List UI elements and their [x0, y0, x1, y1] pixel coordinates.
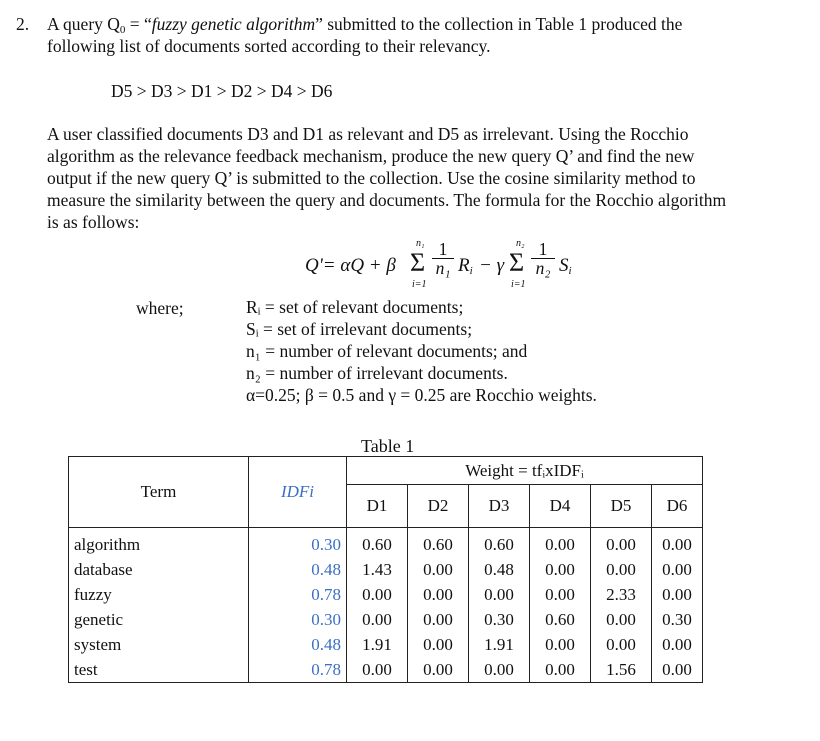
fraction-1-num: 1	[438, 239, 448, 259]
para-line: output if the new query Q’ is submitted to the collection. Use the cosine similarity method to	[47, 168, 696, 188]
term-cell: algorithm	[69, 528, 249, 558]
weight-cell: 0.00	[408, 607, 469, 632]
definition-line: n₂ = number of irrelevant documents.	[246, 363, 508, 383]
weight-cell: 0.00	[652, 657, 703, 683]
sigma1-lower: i=1	[412, 279, 427, 290]
where-label: where;	[136, 298, 184, 318]
weight-cell: 0.00	[591, 632, 652, 657]
question-number: 2.	[16, 14, 30, 34]
weight-cell: 0.00	[408, 632, 469, 657]
weight-cell: 1.91	[469, 632, 530, 657]
weight-cell: 0.00	[347, 582, 408, 607]
sigma2-upper: n₂	[516, 238, 525, 249]
weight-cell: 0.30	[652, 607, 703, 632]
s-term	[559, 255, 572, 277]
table-row	[69, 557, 703, 582]
doc-header-d1: D1	[347, 485, 408, 528]
paragraph-2	[47, 123, 807, 233]
doc-header-d2: D2	[408, 485, 469, 528]
question-intro	[47, 14, 682, 36]
term-cell: test	[69, 657, 249, 683]
weights-table	[68, 456, 703, 683]
weight-cell: 0.00	[469, 657, 530, 683]
weight-cell: 0.60	[408, 528, 469, 558]
weight-cell: 1.91	[347, 632, 408, 657]
weight-cell: 0.48	[469, 557, 530, 582]
weight-cell: 0.60	[347, 528, 408, 558]
fraction-2	[531, 240, 555, 277]
doc-header-d5: D5	[591, 485, 652, 528]
weight-cell: 0.00	[652, 632, 703, 657]
table-row	[69, 607, 703, 632]
table-caption: Table 1	[361, 436, 415, 456]
fraction-2-den: n₂	[531, 258, 555, 277]
ranking-line: D5 > D3 > D1 > D2 > D4 > D6	[111, 81, 333, 101]
weight-cell: 0.00	[591, 528, 652, 558]
table-row	[69, 657, 703, 683]
weight-cell: 0.00	[530, 632, 591, 657]
weight-cell: 2.33	[591, 582, 652, 607]
weight-cell: 0.00	[347, 607, 408, 632]
fraction-1-den: n₁	[432, 258, 454, 277]
r-subscript: i	[469, 265, 473, 277]
intro-text-a: A query Q	[47, 14, 120, 34]
weight-cell: 0.00	[530, 657, 591, 683]
para-line: A user classified documents D3 and D1 as relevant and D5 as irrelevant. Using the Rocchio	[47, 124, 689, 144]
weight-header: Weight = tfᵢxIDFᵢ	[347, 457, 703, 485]
formula-lhs: Q'= αQ + β	[305, 255, 396, 276]
definition-line: n₁ = number of relevant documents; and	[246, 341, 528, 361]
weight-cell: 0.00	[347, 657, 408, 683]
table-row	[69, 632, 703, 657]
idf-cell: 0.48	[249, 632, 347, 657]
formula-minus-gamma: − γ	[479, 255, 505, 276]
definition-line: α=0.25; β = 0.5 and γ = 0.25 are Rocchio weights.	[246, 385, 597, 405]
weight-cell: 0.00	[652, 582, 703, 607]
weight-cell: 0.00	[408, 657, 469, 683]
weight-cell: 0.00	[652, 528, 703, 558]
intro-text-c: ” submitted to the collection in Table 1 produced the	[315, 14, 683, 34]
weight-cell: 1.56	[591, 657, 652, 683]
sigma2: Σ	[509, 248, 525, 277]
para-line: is as follows:	[47, 212, 140, 232]
s-subscript: i	[568, 265, 572, 277]
weight-cell: 0.00	[591, 607, 652, 632]
fraction-1	[432, 240, 454, 277]
sigma1-upper: n₁	[416, 238, 425, 249]
weight-cell: 0.00	[530, 557, 591, 582]
idf-cell: 0.78	[249, 657, 347, 683]
definition-line: Sᵢ = set of irrelevant documents;	[246, 319, 473, 339]
para-line: measure the similarity between the query and documents. The formula for the Rocchio algorithm	[47, 190, 727, 210]
term-header: Term	[69, 457, 249, 528]
fraction-2-num: 1	[538, 239, 548, 259]
table-header-row	[69, 457, 703, 485]
table-row	[69, 528, 703, 558]
r-term	[458, 255, 473, 277]
weight-cell: 0.30	[469, 607, 530, 632]
intro-text-b: = “	[125, 14, 152, 34]
idf-header: IDFi	[249, 457, 347, 528]
weight-cell: 0.00	[469, 582, 530, 607]
weight-cell: 0.00	[591, 557, 652, 582]
weight-cell: 0.00	[408, 582, 469, 607]
intro-subscript: 0	[119, 24, 126, 36]
weight-cell: 0.60	[530, 607, 591, 632]
sigma1: Σ	[410, 248, 426, 277]
weight-cell: 1.43	[347, 557, 408, 582]
doc-header-d6: D6	[652, 485, 703, 528]
doc-header-d3: D3	[469, 485, 530, 528]
r-letter: R	[458, 255, 470, 276]
table-row	[69, 582, 703, 607]
idf-cell: 0.30	[249, 607, 347, 632]
weight-cell: 0.60	[469, 528, 530, 558]
where-definitions	[246, 296, 597, 406]
idf-cell: 0.78	[249, 582, 347, 607]
query-italic: fuzzy genetic algorithm	[151, 14, 316, 34]
definition-line: Rᵢ = set of relevant documents;	[246, 297, 464, 317]
term-cell: fuzzy	[69, 582, 249, 607]
doc-header-d4: D4	[530, 485, 591, 528]
weight-cell: 0.00	[530, 528, 591, 558]
question-line2: following list of documents sorted according to their relevancy.	[47, 36, 491, 56]
term-cell: system	[69, 632, 249, 657]
term-cell: database	[69, 557, 249, 582]
weight-cell: 0.00	[408, 557, 469, 582]
idf-cell: 0.30	[249, 528, 347, 558]
weight-cell: 0.00	[652, 557, 703, 582]
idf-cell: 0.48	[249, 557, 347, 582]
s-letter: S	[559, 255, 569, 276]
sigma2-lower: i=1	[511, 279, 526, 290]
term-cell: genetic	[69, 607, 249, 632]
para-line: algorithm as the relevance feedback mechanism, produce the new query Q’ and find the new	[47, 146, 695, 166]
weight-cell: 0.00	[530, 582, 591, 607]
